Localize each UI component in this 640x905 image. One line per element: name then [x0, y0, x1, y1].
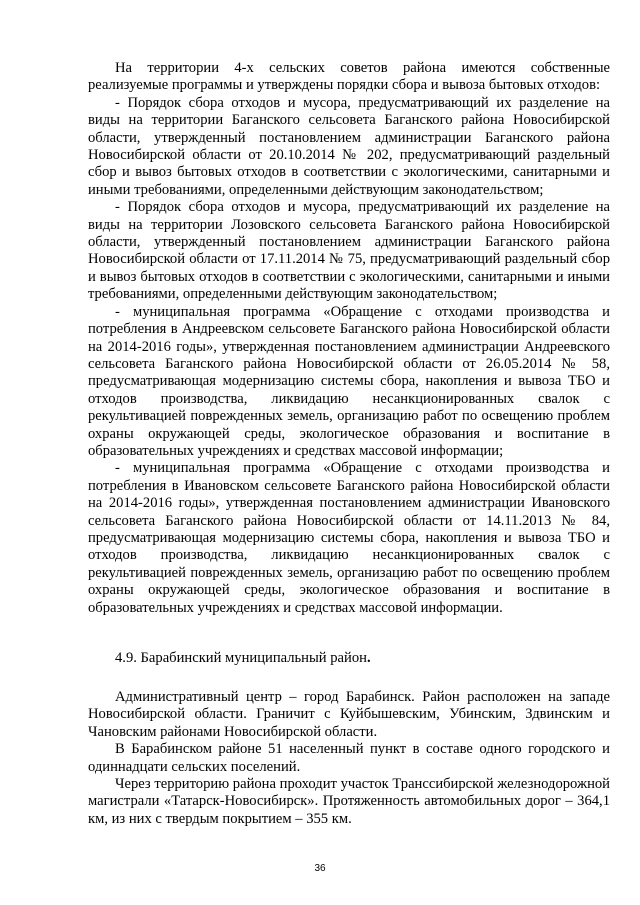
paragraph-intro: На территории 4-х сельских советов района имеются собственные реализуемые программы и утверждены порядки сбора и вывоза бытовых отходов:	[88, 60, 610, 94]
page-number: 36	[314, 863, 326, 874]
section-heading-4-9	[115, 650, 371, 667]
paragraph-lozovsky-order: - Порядок сбора отходов и мусора, предусматривающий их разделение на виды на территории Лозовского сельсовета Баганского района Новосибирской области, утвержденный постановлением администрации Баганского района Новосибирской области от 17.11.2014 № 75, предусматривающий раздельный сбор и вывоз бытовых отходов в соответствии с экологическими, санитарными и иными требованиями, определенными действующим законодательством;	[88, 199, 610, 303]
paragraph-andreevsky-program: - муниципальная программа «Обращение с отходами производства и потребления в Андреевском сельсовете Баганского района Новосибирской области на 2014-2016 годы», утвержденная постановлением администрации Андреевского сельсовета Баганского района Новосибирской области от 26.05.2014 № 58, предусматривающая модернизацию системы сбора, накопления и вывоза ТБО и отходов производства, ликвидацию несанкционированных свалок с рекультивацией поврежденных земель, организацию работ по освещению проблем охраны окружающей среды, экологическое образования и воспитание в образовательных учреждениях и средствах массовой информации;	[88, 303, 610, 459]
section-heading-dot: .	[366, 650, 371, 666]
paragraph-transport: Через территорию района проходит участок Транссибирской железнодорожной магистрали «Татарск-Новосибирск». Протяженность автомобильных дорог – 364,1 км, из них с твердым покрытием – 355 км.	[88, 776, 610, 827]
section-heading-text: 4.9. Барабинский муниципальный район	[115, 650, 367, 666]
paragraph-settlements: В Барабинском районе 51 населенный пункт в составе одного городского и одиннадцати сельских поселений.	[88, 741, 610, 775]
paragraph-bagansky-order: - Порядок сбора отходов и мусора, предусматривающий их разделение на виды на территории Баганского сельсовета Баганского района Новосибирской области, утвержденный постановлением администрации Баганского района Новосибирской области от 20.10.2014 № 202, предусматривающий раздельный сбор и вывоз бытовых отходов в соответствии с экологическими, санитарными и иными требованиями, определенными действующим законодательством;	[88, 94, 610, 198]
section-4-9-body	[88, 689, 610, 828]
paragraph-ivanovsky-program: - муниципальная программа «Обращение с отходами производства и потребления в Ивановском сельсовете Баганского района Новосибирской области на 2014-2016 годы», утвержденная постановлением администрации Ивановского сельсовета Баганского района Новосибирской области от 14.11.2013 № 84, предусматривающая модернизацию системы сбора, накопления и вывоза ТБО и отходов производства, ликвидацию несанкционированных свалок с рекультивацией поврежденных земель, организацию работ по освещению проблем охраны окружающей среды, экологическое образования и воспитание в образовательных учреждениях и средствах массовой информации.	[88, 460, 610, 616]
paragraph-admin-center: Административный центр – город Барабинск. Район расположен на западе Новосибирской области. Граничит с Куйбышевским, Убинским, Здвинским и Чановским районами Новосибирской области.	[88, 689, 610, 740]
section-4-8-body	[88, 60, 610, 617]
